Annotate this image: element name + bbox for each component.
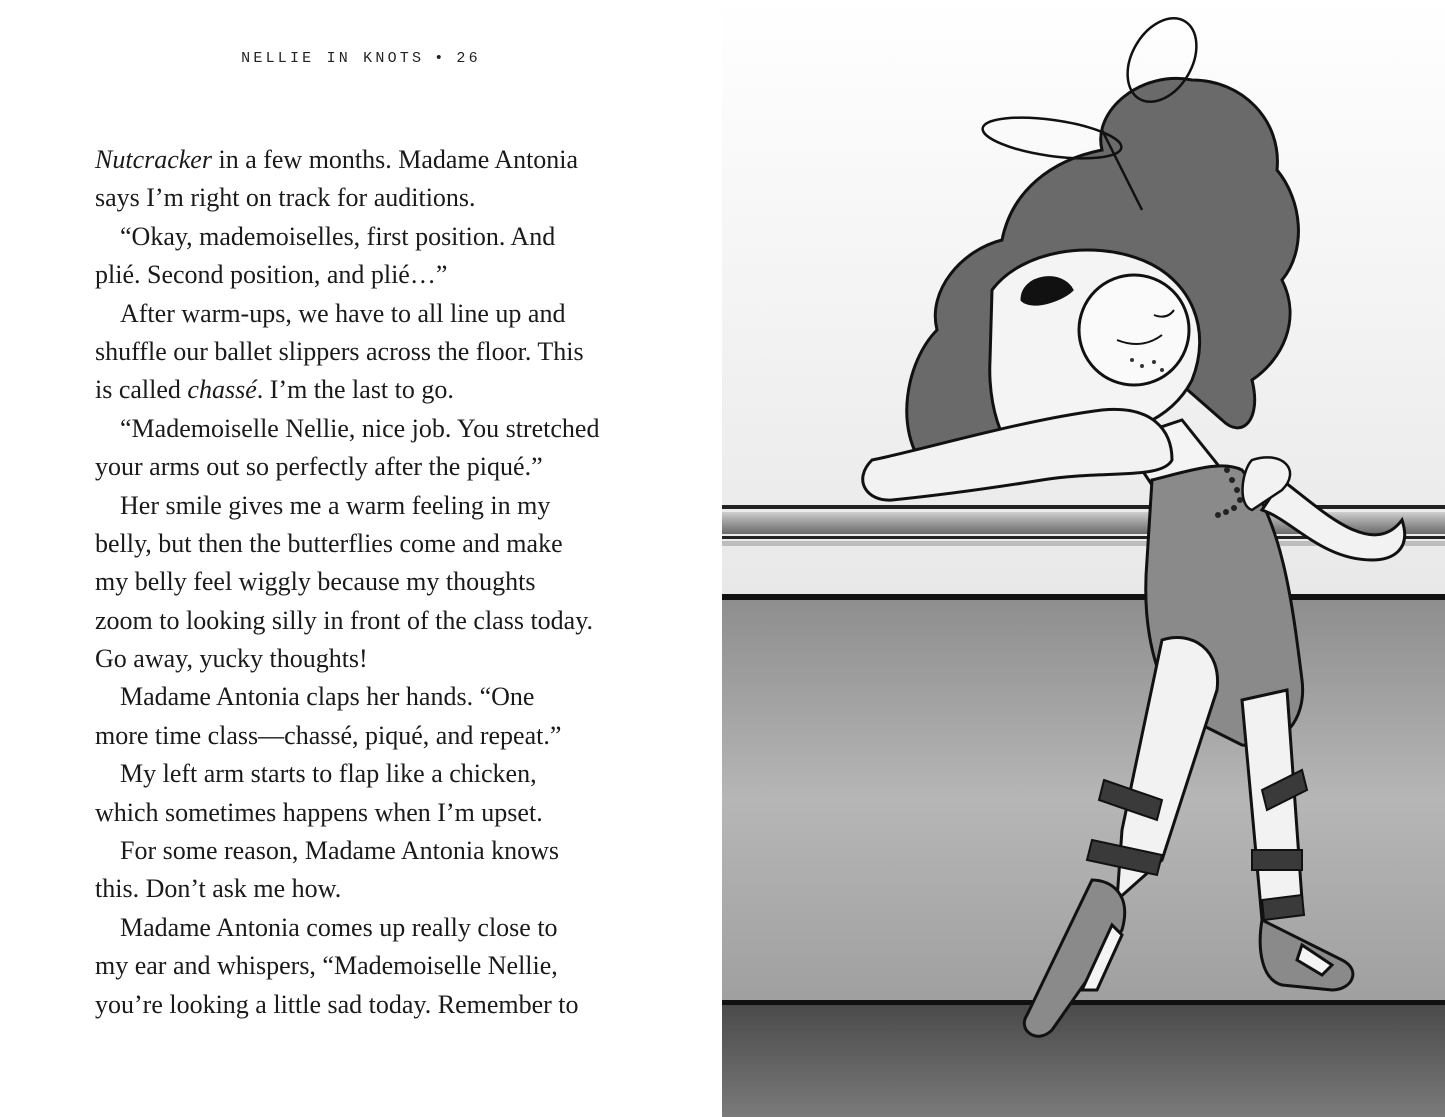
text-line <box>95 947 635 985</box>
text-segment: my belly feel wiggly because my thoughts <box>95 567 536 597</box>
text-line <box>95 602 635 640</box>
text-segment: you’re looking a little sad today. Remember to <box>95 989 579 1019</box>
wainscot-edge <box>722 594 1445 600</box>
running-head <box>0 50 722 67</box>
text-segment: “Mademoiselle Nellie, nice job. You stretched <box>120 413 600 443</box>
text-segment: is called <box>95 375 188 405</box>
left-page <box>0 0 722 1117</box>
text-line <box>95 141 635 179</box>
text-line <box>95 179 635 217</box>
floor <box>722 1005 1445 1117</box>
book-title: NELLIE IN KNOTS <box>241 50 425 67</box>
text-line <box>95 295 635 333</box>
illustration <box>722 0 1445 1117</box>
text-segment: Go away, yucky thoughts! <box>95 644 368 674</box>
text-line <box>95 333 635 371</box>
text-segment: For some reason, Madame Antonia knows <box>120 836 560 866</box>
body-text <box>95 141 635 1024</box>
text-line <box>95 678 635 716</box>
text-segment: shuffle our ballet slippers across the floor. This <box>95 336 584 366</box>
text-segment: Madame Antonia claps her hands. “One <box>120 682 535 712</box>
text-segment: “Okay, mademoiselles, first position. And <box>120 221 556 251</box>
baseboard-edge <box>722 1000 1445 1005</box>
text-segment: in a few months. Madame Antonia <box>211 145 579 174</box>
text-line <box>95 909 635 947</box>
text-segment: Her smile gives me a warm feeling in my <box>120 490 551 520</box>
barre-bracket-top <box>722 505 1445 509</box>
text-line <box>95 371 635 409</box>
text-line <box>95 218 635 256</box>
text-segment: my ear and whispers, “Mademoiselle Nellie, <box>95 951 558 981</box>
page-number: 26 <box>456 50 481 67</box>
text-segment: zoom to looking silly in front of the class today. <box>95 605 594 635</box>
text-line <box>95 986 635 1024</box>
text-line <box>95 870 635 908</box>
text-line <box>95 525 635 563</box>
text-segment: this. Don’t ask me how. <box>95 874 342 904</box>
text-line <box>95 448 635 486</box>
text-segment: which sometimes happens when I’m upset. <box>95 797 543 827</box>
text-segment: . I’m the last to go. <box>256 375 454 405</box>
text-line <box>95 755 635 793</box>
text-segment: your arms out so perfectly after the piqué.” <box>95 452 543 482</box>
text-line <box>95 717 635 755</box>
text-segment: more time class—chassé, piqué, and repeat.” <box>95 720 562 750</box>
text-line <box>95 563 635 601</box>
text-line <box>95 794 635 832</box>
text-line <box>95 487 635 525</box>
text-segment: plié. Second position, and plié…” <box>95 260 448 290</box>
text-segment: says I’m right on track for auditions. <box>95 183 476 213</box>
text-line <box>95 410 635 448</box>
text-segment: After warm-ups, we have to all line up and <box>120 298 566 328</box>
italic-term: chassé <box>187 375 257 405</box>
text-segment: Madame Antonia comes up really close to <box>120 912 558 942</box>
text-line <box>95 832 635 870</box>
italic-term: Nutcracker <box>95 145 212 174</box>
glasses <box>1079 275 1189 385</box>
text-segment: belly, but then the butterflies come and make <box>95 528 563 558</box>
text-segment: My left arm starts to flap like a chicken, <box>120 759 537 789</box>
text-line <box>95 256 635 294</box>
ballet-illustration <box>722 0 1445 1117</box>
header-separator: • <box>434 50 447 67</box>
text-line <box>95 640 635 678</box>
